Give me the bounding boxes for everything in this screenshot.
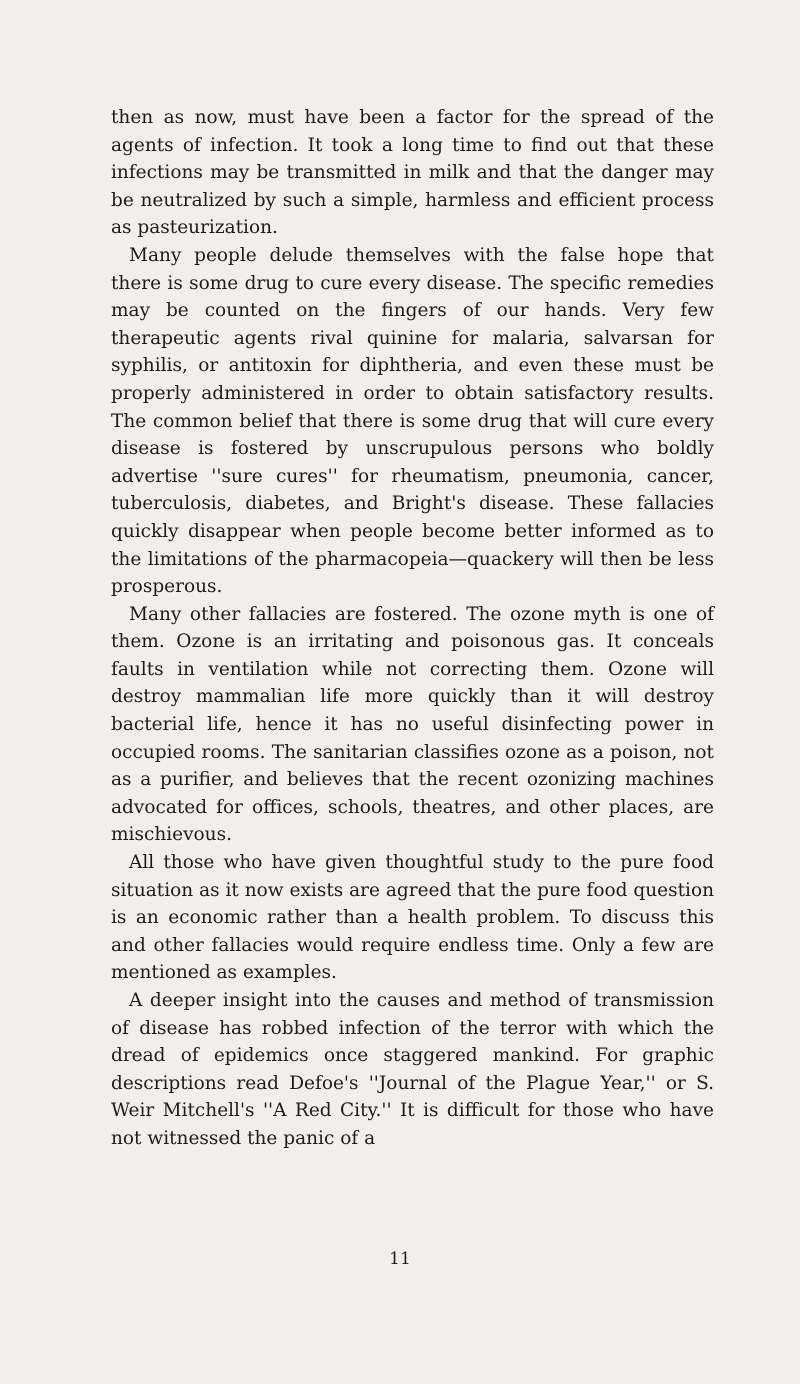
paragraph-2: Many people delude themselves with the false hope that there is some drug to cure every disease. The specific remedies may be counted on the fingers of our hands. Very few therapeutic agents rival quinine for malaria, salvarsan for syphilis, or antitoxin for diphtheria, and even these must be properly administered in order to obtain satisfactory results. The common belief that there is some drug that will cure every disease is fostered by unscrupulous persons who boldly advertise ''sure cures'' for rheumatism, pneumonia, cancer, tuberculosis, diabetes, and Bright's disease. These fallacies quickly disappear when people become better informed as to the limitations of the pharmacopeia—quackery will then be less prosperous. (111, 244, 714, 598)
paragraph-3: Many other fallacies are fostered. The ozone myth is one of them. Ozone is an irritating and poisonous gas. It conceals faults in ventilation while not correcting them. Ozone will destroy mammalian life more quickly than it will destroy bacterial life, hence it has no useful disinfecting power in occupied rooms. The sanitarian classifies ozone as a poison, not as a purifier, and believes that the recent ozonizing machines advocated for offices, schools, theatres, and other places, are mischievous. (111, 603, 714, 846)
page-body (111, 104, 714, 1153)
paragraph-5: A deeper insight into the causes and method of transmission of disease has robbed infection of the terror with which the dread of epidemics once staggered mankind. For graphic descriptions read Defoe's ''Journal of the Plague Year,'' or S. Weir Mitchell's ''A Red City.'' It is difficult for those who have not witnessed the panic of a (111, 990, 714, 1149)
paragraph-1: then as now, must have been a factor for the spread of the agents of infection. It took a long time to find out that these infections may be transmitted in milk and that the danger may be neutralized by such a simple, harmless and efficient process as pasteurization. (111, 107, 714, 239)
page-number: 11 (389, 1249, 411, 1269)
paragraph-4: All those who have given thoughtful study to the pure food situation as it now exists are agreed that the pure food question is an economic rather than a health problem. To discuss this and other fallacies would require endless time. Only a few are mentioned as examples. (111, 852, 714, 984)
